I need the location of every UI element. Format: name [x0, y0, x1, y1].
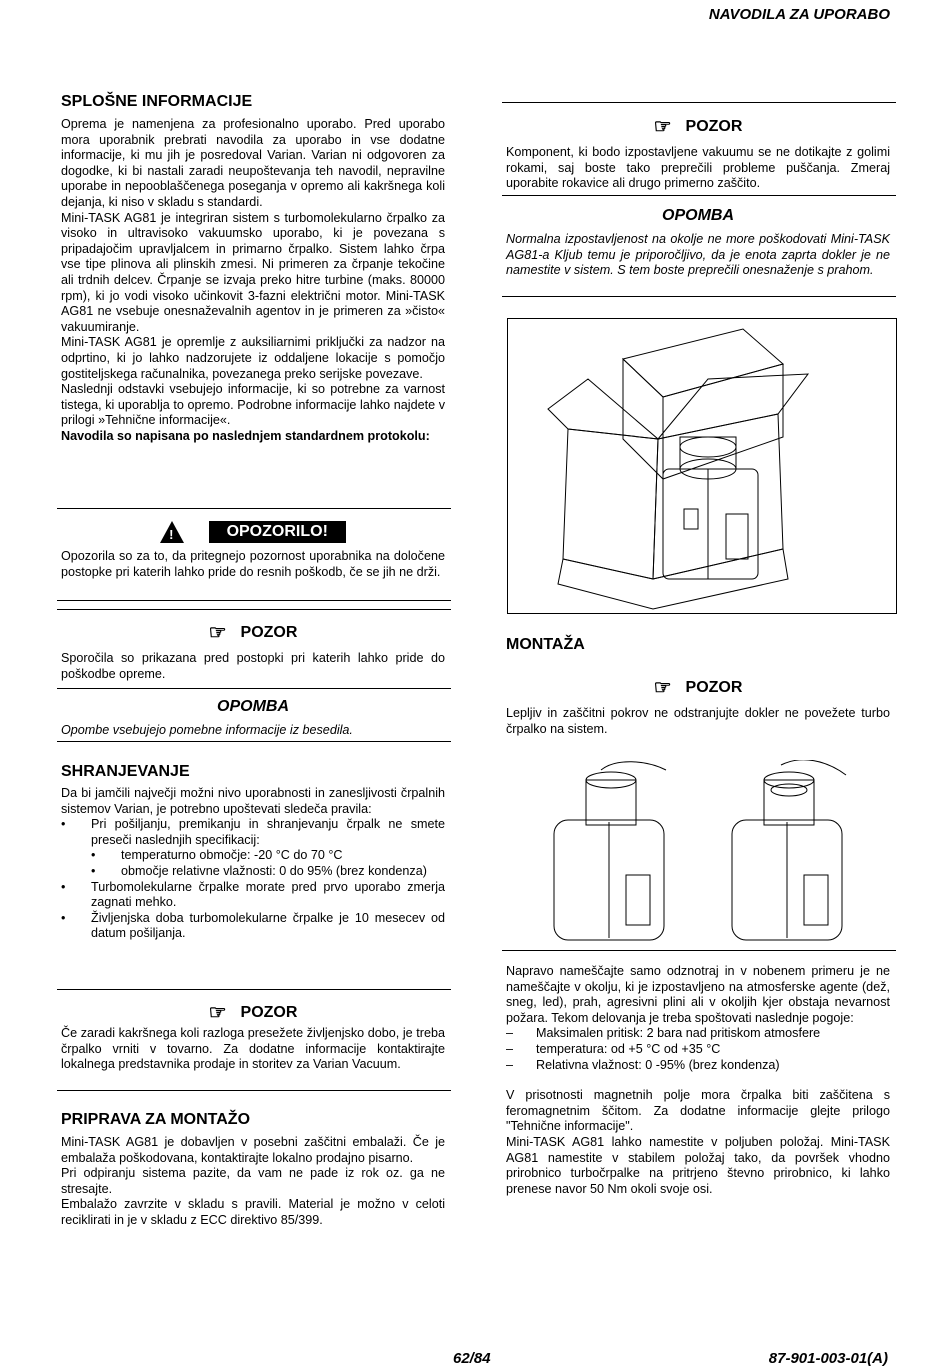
- storage-text: [61, 786, 445, 942]
- list-item: – Relativna vlažnost: 0 -95% (brez kondenza): [506, 1058, 890, 1074]
- section-heading-general: SPLOŠNE INFORMACIJE: [61, 93, 253, 110]
- install-text: [506, 964, 890, 1197]
- divider: [502, 195, 896, 196]
- paragraph: Mini-TASK AG81 je integriran sistem s turbomolekularno črpalko za visoko in ultravisoko vakuumsko uporabo, ki je povezana s pripadajočim upravljalcem in primarno črpalko. Sistem lahko črpa vse tipe plinova ali plinskih zmesi. Ni primeren za črpanje tekočine ali trdnih delcev. Črpanje se izvaja preko hitre turbine (maks. 80000 rpm), ki jo vodi visoko učinkovit 3-fazni električni motor. Mini-TASK AG81 ne vsebuje onesnaževalnih agentov in je primeren za »čisto« vakuumiranje.: [61, 210, 445, 334]
- document-header: NAVODILA ZA UPORABO: [708, 6, 890, 23]
- list-item: – temperatura: od +5 °C od +35 °C: [506, 1042, 890, 1058]
- list-item: • Življenjska doba turbomolekularne črpalke je 10 mesecev od datum pošiljanja.: [61, 911, 445, 942]
- note-title: OPOMBA: [662, 207, 734, 224]
- paragraph: Napravo nameščajte samo odznotraj in v nobenem primeru je ne nameščajte v okolju, ki je izpostavljeno na atmosferske agente (dež, sneg, led), prah, agresivni plini ali v okoljih kjer obstaja nevarnost požara. Tekom delovanja je treba spoštovati naslednje pogoje:: [506, 964, 890, 1025]
- paragraph: Mini-TASK AG81 lahko namestite v poljuben položaj. Mini-TASK AG81 namestite v stabilem položaj tako, da površek vhodno prirobnico turbočrpalke na pritrjeno števno prirobnico, ki lahko prenese navor 50 Nm okoli svoje osi.: [506, 1134, 890, 1196]
- warning-label: OPOZORILO!: [209, 521, 346, 543]
- divider: [57, 741, 451, 742]
- pointing-hand-icon: ☞: [208, 1002, 227, 1024]
- divider: [57, 688, 451, 689]
- paragraph: Pri odpiranju sistema pazite, da vam ne pade iz rok oz. ga ne stresajte.: [61, 1166, 445, 1196]
- caution-text: Komponent, ki bodo izpostavljene vakuumu se ne dotikajte z golimi rokami, saj boste tako preprečili probleme puščanja. Zmeraj uporabite rokavice ali drugo primerno zaščito.: [506, 145, 890, 191]
- warning-banner: [61, 521, 445, 543]
- paragraph: Oprema je namenjena za profesionalno uporabo. Pred uporabo mora uporabnik prebrati navodila za uporabo in vse dodatne informacije, ki mu jih je posredoval Varian. Varian ni odgovoren za dogodke, ki bi nastali zaradi neupoštevanja teh navodil, nepravilne uporabe in nepooblaščenega poseganja v opremo ali kakršnega koli dejanja, ki niso v skladu s standardi.: [61, 117, 445, 209]
- packaging-illustration: [507, 318, 897, 614]
- list-item: • območje relativne vlažnosti: 0 do 95% (brez kondenza): [91, 864, 445, 880]
- divider: [57, 1090, 451, 1091]
- paragraph: V prisotnosti magnetnih polje mora črpalka biti zaščitena s feromagnetnim ščitom. Za dodatne informacije glejte prilogo "Tehnične informacije".: [506, 1088, 890, 1134]
- divider: [502, 950, 896, 951]
- caution-banner: ☞ POZOR: [208, 622, 298, 644]
- divider: [57, 989, 451, 990]
- section-heading-install: MONTAŽA: [506, 636, 585, 653]
- list-item: – Maksimalen pritisk: 2 bara nad pritiskom atmosfere: [506, 1026, 890, 1042]
- page-number: 62/84: [453, 1350, 491, 1367]
- list-item: • temperaturno območje: -20 °C do 70 °C: [91, 848, 445, 864]
- divider: [57, 508, 451, 509]
- caution-banner: ☞ POZOR: [208, 1002, 298, 1024]
- paragraph: Da bi jamčili največji možni nivo uporabnosti in zanesljivosti črpalnih sistemov Varian, je potrebno upoštevati sledeča pravila:: [61, 786, 445, 816]
- caution-banner: ☞ POZOR: [653, 677, 743, 699]
- pointing-hand-icon: ☞: [653, 116, 672, 138]
- list-item: • Pri pošiljanju, premikanju in shranjevanju črpalk ne smete preseči naslednjih specifikacij: • temperaturno območje: -20 °C do 70 °C • območje relativne vlažnosti: 0 do 95% (brez kondenza): [61, 817, 445, 879]
- paragraph: Embalažo zavrzite v skladu s pravili. Material je možno v celoti reciklirati in je v skladu z ECC direktivo 85/399.: [61, 1197, 445, 1227]
- divider: [502, 102, 896, 103]
- general-info-text: [61, 117, 445, 444]
- pump-cover-drawing: [506, 760, 890, 945]
- pointing-hand-icon: ☞: [653, 677, 672, 699]
- paragraph: Mini-TASK AG81 je opremlje z auksiliarnimi priključki za nadzor na odprtino, ki jo lahko nadzorujete iz oddaljene lokacije s pomočjo gostiteljskega računalnika, povezanega preko serijske povezave.: [61, 335, 445, 381]
- paragraph: Mini-TASK AG81 je dobavljen v posebni zaščitni embalaži. Če je embalaža poškodovana, kontaktirajte lokalno prodajno pisarno.: [61, 1135, 445, 1165]
- note-text: Normalna izpostavljenost na okolje ne more poškodovati Mini-TASK AG81-a Kljub temu je priporočljivo, da je enota zaprta dokler je ne namestite v sistem. S tem boste preprečili onesnaženje s prahom.: [506, 232, 890, 278]
- pointing-hand-icon: ☞: [208, 622, 227, 644]
- section-heading-storage: SHRANJEVANJE: [61, 763, 190, 780]
- paragraph: Naslednji odstavki vsebujejo informacije, ki so potrebne za varnost tistega, ki uporablja to opremo. Podrobne informacije lahko najdete v prilogi »Tehnične informacije«.: [61, 382, 445, 428]
- pump-in-box-drawing: [508, 319, 896, 613]
- note-text: Opombe vsebujejo pomebne informacije iz besedila.: [61, 723, 353, 737]
- section-heading-prep: PRIPRAVA ZA MONTAŽO: [61, 1111, 251, 1128]
- divider: [57, 600, 451, 601]
- document-code: 87-901-003-01(A): [768, 1350, 888, 1367]
- warning-triangle-icon: !: [160, 521, 184, 543]
- caution-banner: ☞ POZOR: [653, 116, 743, 138]
- caution-text: Če zaradi kakršnega koli razloga presežete življenjsko dobo, je treba črpalko vrniti v tovarno. Za dodatne informacije kontaktirajte lokalnega predstavnika prodaje in storitev za Varian Vacuum.: [61, 1026, 445, 1072]
- warning-text: Opozorila so za to, da pritegnejo pozornost uporabnika na določene postopke pri katerih lahko pride do resnih poškodb, če se jih ne drži.: [61, 549, 445, 579]
- prep-text: [61, 1135, 445, 1229]
- caution-text: Lepljiv in zaščitni pokrov ne odstranjujte dokler ne povežete turbo črpalko na sistem.: [506, 706, 890, 736]
- divider: [502, 296, 896, 297]
- divider: [57, 609, 451, 610]
- list-item: • Turbomolekularne črpalke morate pred prvo uporabo zmerja zagnati mehko.: [61, 880, 445, 911]
- caution-text: Sporočila so prikazana pred postopki pri katerih lahko pride do poškodbe opreme.: [61, 651, 445, 681]
- note-title: OPOMBA: [217, 698, 289, 715]
- cover-removal-illustration: [506, 760, 890, 945]
- paragraph: Navodila so napisana po naslednjem standardnem protokolu:: [61, 428, 430, 443]
